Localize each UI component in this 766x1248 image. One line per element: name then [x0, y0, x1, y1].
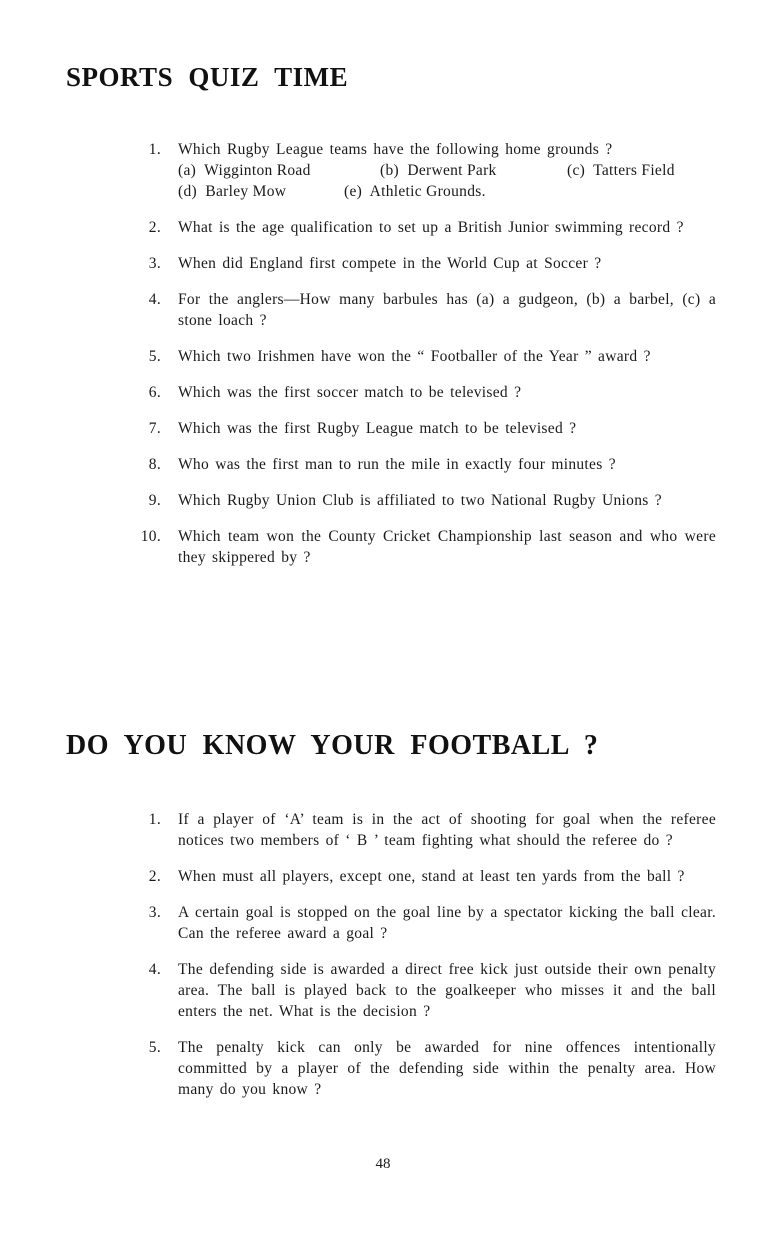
- question-text: If a player of ‘A’ team is in the act of shooting for goal when the referee notices two members of ‘ B ’ team fighting what should the referee do ?: [178, 811, 716, 849]
- question-number: 5.: [148, 1039, 161, 1056]
- question-item: [130, 382, 716, 403]
- question-item: [130, 959, 716, 1022]
- question-number: 4.: [148, 291, 161, 308]
- question-number: 2.: [148, 219, 161, 236]
- question-text: Which Rugby League teams have the following home grounds ?: [178, 141, 613, 158]
- question-item: [130, 1037, 716, 1100]
- question-text: The penalty kick can only be awarded for nine offences intentionally committed by a player of the defending side within the penalty area. How many do you know ?: [178, 1039, 716, 1098]
- answer-options-line: [178, 181, 716, 202]
- option-c: (c) Tatters Field: [567, 162, 675, 179]
- option-e: (e) Athletic Grounds.: [344, 183, 486, 200]
- question-text: Which was the first Rugby League match to be televised ?: [178, 420, 577, 437]
- question-text: For the anglers—How many barbules has (a) a gudgeon, (b) a barbel, (c) a stone loach ?: [178, 291, 716, 329]
- question-item: [130, 253, 716, 274]
- question-number: 5.: [148, 348, 161, 365]
- question-number: 1.: [148, 141, 161, 158]
- football-question-list: [130, 809, 716, 1115]
- question-number: 1.: [148, 811, 161, 828]
- question-item: [130, 418, 716, 439]
- option-d: (d) Barley Mow: [178, 183, 287, 200]
- question-number: 4.: [148, 961, 161, 978]
- question-item: [130, 490, 716, 511]
- question-item: [130, 217, 716, 238]
- option-a: (a) Wigginton Road: [178, 162, 311, 179]
- question-text: Which two Irishmen have won the “ Footballer of the Year ” award ?: [178, 348, 651, 365]
- question-text: What is the age qualification to set up a British Junior swimming record ?: [178, 219, 684, 236]
- question-number: 3.: [148, 255, 161, 272]
- question-text: When must all players, except one, stand at least ten yards from the ball ?: [178, 868, 685, 885]
- question-number: 6.: [148, 384, 161, 401]
- question-number: 2.: [148, 868, 161, 885]
- question-text: Who was the first man to run the mile in exactly four minutes ?: [178, 456, 616, 473]
- question-text: Which team won the County Cricket Championship last season and who were they skippered by ?: [178, 528, 716, 566]
- question-number: 10.: [140, 528, 161, 545]
- page-number: 48: [375, 1156, 391, 1172]
- question-item: [130, 454, 716, 475]
- section-title-football: DO YOU KNOW YOUR FOOTBALL ?: [66, 730, 599, 761]
- question-text: Which was the first soccer match to be televised ?: [178, 384, 522, 401]
- question-number: 7.: [148, 420, 161, 437]
- question-text: Which Rugby Union Club is affiliated to two National Rugby Unions ?: [178, 492, 662, 509]
- question-item: [130, 139, 716, 202]
- option-b: (b) Derwent Park: [380, 162, 497, 179]
- question-text: The defending side is awarded a direct free kick just outside their own penalty area. The ball is played back to the goalkeeper who misses it and the ball enters the net. What is the decision ?: [178, 961, 716, 1020]
- answer-options-line: [178, 160, 716, 181]
- sports-quiz-question-list: [130, 139, 716, 583]
- question-item: [130, 866, 716, 887]
- question-item: [130, 526, 716, 568]
- question-item: [130, 809, 716, 851]
- question-item: [130, 289, 716, 331]
- question-number: 9.: [148, 492, 161, 509]
- question-item: [130, 902, 716, 944]
- question-item: [130, 346, 716, 367]
- section-title-sports-quiz: SPORTS QUIZ TIME: [66, 62, 349, 92]
- question-text: When did England first compete in the World Cup at Soccer ?: [178, 255, 602, 272]
- question-number: 8.: [148, 456, 161, 473]
- question-number: 3.: [148, 904, 161, 921]
- question-text: A certain goal is stopped on the goal line by a spectator kicking the ball clear. Can the referee award a goal ?: [178, 904, 716, 942]
